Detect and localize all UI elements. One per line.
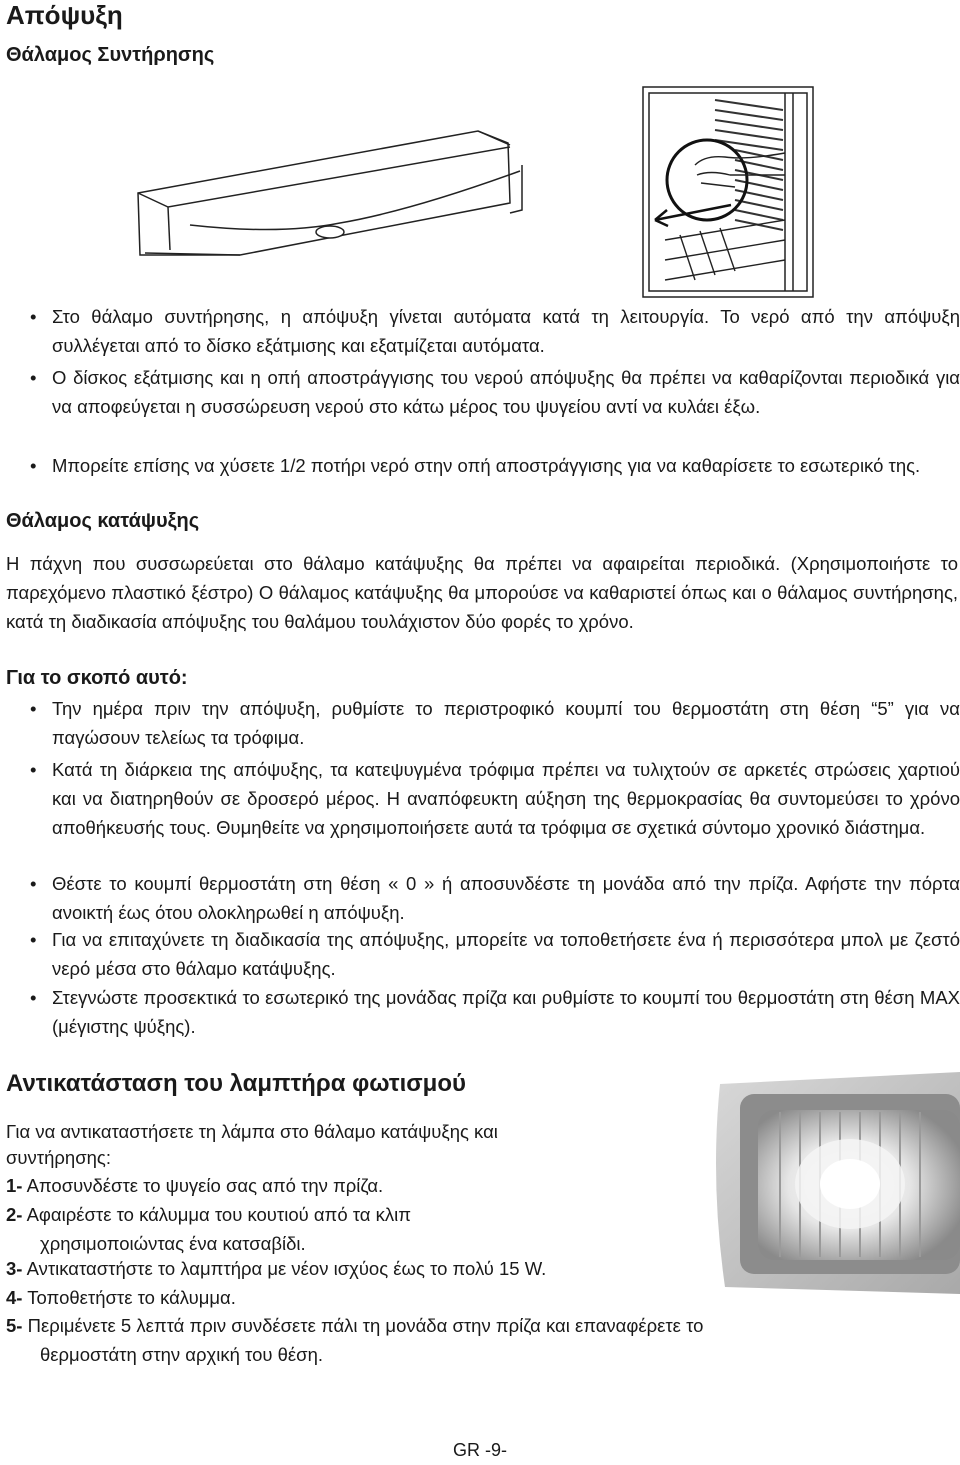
bullet-icon: • bbox=[30, 367, 37, 388]
step-text: Αποσυνδέστε το ψυγείο σας από την πρίζα. bbox=[26, 1175, 384, 1196]
bullet-icon: • bbox=[30, 698, 37, 719]
lamp-step bbox=[6, 1311, 703, 1369]
lamp-intro-line1: Για να αντικαταστήσετε τη λάμπα στο θάλαμο κατάψυξης και bbox=[6, 1121, 498, 1142]
lamp-intro-line2: συντήρησης: bbox=[6, 1147, 111, 1168]
drip-tray-illustration bbox=[130, 115, 550, 265]
step-text: Αντικαταστήστε το λαμπτήρα με νέον ισχύος έως το πολύ 15 W. bbox=[26, 1258, 547, 1279]
lamp-step bbox=[6, 1283, 236, 1312]
fridge-bullet: • Ο δίσκος εξάτμισης και η οπή αποστράγγισης του νερού απόψυξης θα πρέπει να καθαρίζονται περιοδικά για να αποφεύγεται η συσσώρευση νερού στο κάτω μέρος του ψυγείου αντί να κυλάει έξω. bbox=[30, 363, 960, 421]
lamp-photo bbox=[700, 1072, 960, 1294]
bullet-icon: • bbox=[30, 873, 37, 894]
freezer-bullet: • Κατά τη διάρκεια της απόψυξης, τα κατεψυγμένα τρόφιμα πρέπει να τυλιχτούν σε αρκετές στρώσεις χαρτιού και να διατηρηθούν σε δροσερό μέρος. Η αναπόφευκτη αύξηση της θερμοκρασίας θα συντομεύσει το χρόνο αποθήκευσής τους. Θυμηθείτε να χρησιμοποιήσετε αυτά τα τρόφιμα σε σχετικά σύντομο χρονικό διάστημα. bbox=[30, 755, 960, 842]
bullet-icon: • bbox=[30, 759, 37, 780]
purpose-heading: Για το σκοπό αυτό: bbox=[6, 667, 188, 689]
freezer-bullet: • Στεγνώστε προσεκτικά το εσωτερικό της μονάδας πρίζα και ρυθμίστε το κουμπί του θερμοστάτη στη θέση MAX (μέγιστης ψύξης). bbox=[30, 983, 960, 1041]
bullet-icon: • bbox=[30, 455, 37, 476]
step-text: Αφαιρέστε το κάλυμμα του κουτιού από τα κλιπ bbox=[26, 1204, 412, 1225]
fridge-bullet: • Μπορείτε επίσης να χύσετε 1/2 ποτήρι νερό στην οπή αποστράγγισης για να καθαρίσετε το εσωτερικό της. bbox=[30, 451, 960, 480]
freezer-heading: Θάλαμος κατάψυξης bbox=[6, 510, 200, 532]
bullet-icon: • bbox=[30, 306, 37, 327]
lamp-heading: Αντικατάσταση του λαμπτήρα φωτισμού bbox=[6, 1070, 466, 1097]
bullet-icon: • bbox=[30, 987, 37, 1008]
fridge-heading: Θάλαμος Συντήρησης bbox=[6, 44, 215, 66]
page-number: GR -9- bbox=[453, 1440, 507, 1460]
fridge-interior-illustration bbox=[635, 85, 825, 300]
step-number: 3- bbox=[6, 1258, 23, 1279]
freezer-bullet: • Θέστε το κουμπί θερμοστάτη στη θέση « 0 » ή αποσυνδέστε τη μονάδα από την πρίζα. Αφήστε την πόρτα ανοικτή έως ότου ολοκληρωθεί η απόψυξη. bbox=[30, 869, 960, 927]
step-text-cont: χρησιμοποιώντας ένα κατσαβίδι. bbox=[40, 1233, 306, 1254]
bullet-icon: • bbox=[30, 929, 37, 950]
step-number: 4- bbox=[6, 1287, 23, 1308]
page-title: Απόψυξη bbox=[6, 0, 123, 30]
step-number: 1- bbox=[6, 1175, 23, 1196]
freezer-bullet: • Την ημέρα πριν την απόψυξη, ρυθμίστε το περιστροφικό κουμπί του θερμοστάτη στη θέση “5” για να παγώσουν τελείως τα τρόφιμα. bbox=[30, 694, 960, 752]
step-number: 2- bbox=[6, 1204, 23, 1225]
freezer-bullet: • Για να επιταχύνετε τη διαδικασία της απόψυξης, μπορείτε να τοποθετήσετε ένα ή περισσότερα μπολ με ζεστό νερό μέσα στο θάλαμο κατάψυξης. bbox=[30, 925, 960, 983]
lamp-step bbox=[6, 1254, 546, 1283]
lamp-step bbox=[6, 1171, 383, 1200]
step-text: Τοποθετήστε το κάλυμμα. bbox=[27, 1287, 236, 1308]
step-number: 5- bbox=[6, 1315, 23, 1336]
freezer-paragraph: Η πάχνη που συσσωρεύεται στο θάλαμο κατάψυξης θα πρέπει να αφαιρείται περιοδικά. (Χρησιμοποιήστε το παρεχόμενο πλαστικό ξέστρο) Ο θάλαμος κατάψυξης θα μπορούσε να καθαριστεί όπως και ο θάλαμος συντήρησης, κατά τη διαδικασία απόψυξης του θαλάμου τουλάχιστον δύο φορές το χρόνο. bbox=[6, 553, 958, 632]
fridge-bullet: • Στο θάλαμο συντήρησης, η απόψυξη γίνεται αυτόματα κατά τη λειτουργία. Το νερό από την απόψυξη συλλέγεται από το δίσκο εξάτμισης και εξατμίζεται αυτόματα. bbox=[30, 302, 960, 360]
step-text: Περιμένετε 5 λεπτά πριν συνδέσετε πάλι τη μονάδα στην πρίζα και επαναφέρετε το bbox=[27, 1315, 704, 1336]
lamp-step bbox=[6, 1200, 411, 1258]
step-text-cont: θερμοστάτη στην αρχική του θέση. bbox=[40, 1344, 324, 1365]
